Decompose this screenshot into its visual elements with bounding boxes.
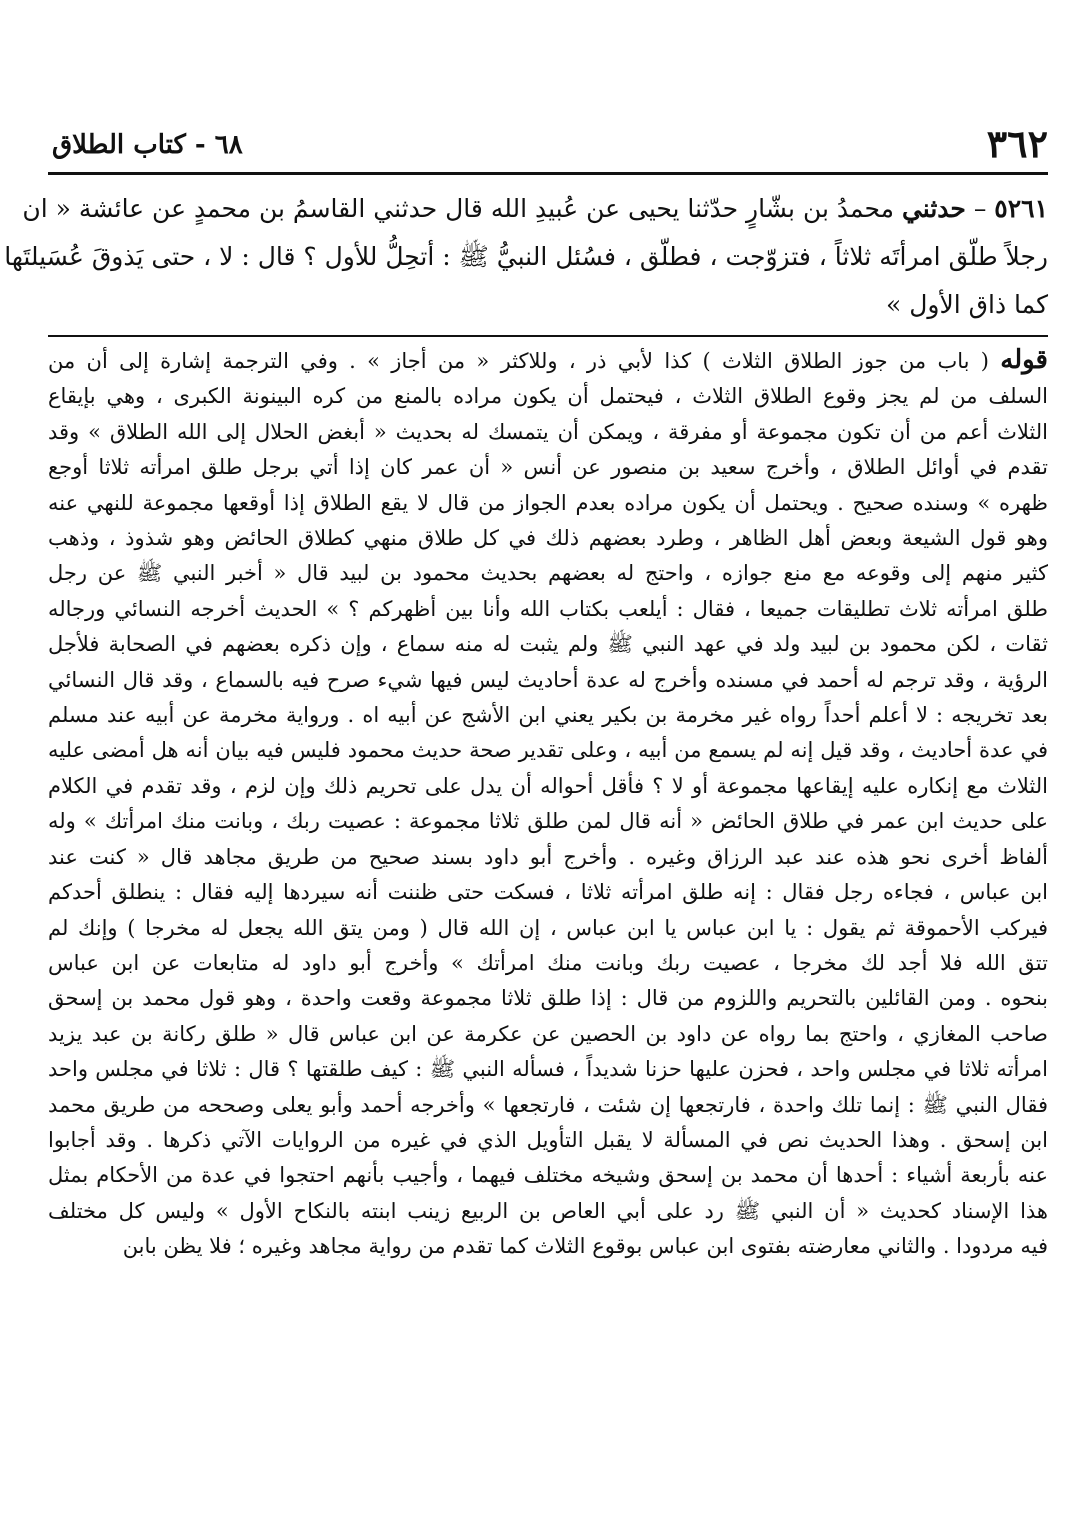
commentary-line: ابن عباس ، فجاءه رجل فقال : إنه طلق امرأته ثلاثا ، فسكت حتى ظننت أنه سيردها إليه فقال : ينطلق أحدكم bbox=[48, 880, 1048, 905]
book-page bbox=[4, 120, 1048, 1520]
commentary-line: وهو قول الشيعة وبعض أهل الظاهر ، وطرد بعضهم ذلك في كل طلاق منهي كطلاق الحائض وهو شذوذ ، وذهب bbox=[48, 526, 1048, 551]
commentary-line: الرؤية ، وقد ترجم له أحمد في مسنده وأخرج له عدة أحاديث ليس فيها شيء صرح فيه بالسماع ، وقد قال النسائي bbox=[48, 667, 1048, 692]
commentary-line: بنحوه . ومن القائلين بالتحريم واللزوم من قال : إذا طلق ثلاثا مجموعة وقعت واحدة ، وهو قول محمد بن إسحق bbox=[48, 986, 1048, 1011]
page-header bbox=[48, 120, 1048, 175]
commentary-line: على حديث ابن عمر في طلاق الحائض « أنه قال لمن طلق ثلاثا مجموعة : عصيت ربك ، وبانت منك امرأتك » وله bbox=[48, 809, 1048, 834]
commentary-line: ظهره » وسنده صحيح . ويحتمل أن يكون مراده بعدم الجواز من قال لا يقع الطلاق إذا أوقعها مجموعة للنهي عنه bbox=[48, 490, 1048, 515]
hadith-line: ٥٢٦١ – حدثني محمدُ بن بشّارٍ حدّثنا يحيى عن عُبيدِ الله قال حدثني القاسمُ بن محمدٍ عن عائشة « ان bbox=[22, 194, 1048, 223]
commentary-line: صاحب المغازي ، واحتج بما رواه عن داود بن الحصين عن عكرمة عن ابن عباس قال « طلق ركانة بن عبد يزيد bbox=[48, 1021, 1048, 1046]
commentary-line: ألفاظ أخرى نحو هذه عند عبد الرزاق وغيره . وأخرج أبو داود بسند صحيح من طريق مجاهد قال « كنت عند bbox=[48, 844, 1048, 869]
commentary-line: فيه مردودا . والثاني معارضته بفتوى ابن عباس بوقوع الثلاث كما تقدم من رواية مجاهد وغيره ؛ فلا يظن بابن bbox=[122, 1234, 1048, 1259]
commentary-line: السلف من لم يجز وقوع الطلاق الثلاث ، فيحتمل أن يكون مراده بالمنع من كره البينونة الكبرى ، وهي بإيقاع bbox=[48, 384, 1048, 409]
commentary-line: فقال النبي ﷺ : إنما تلك واحدة ، فارتجعها إن شئت ، فارتجعها » وأخرجه أحمد وأبو يعلى وصححه من طريق محمد bbox=[48, 1092, 1048, 1117]
commentary-line: تقدم في أوائل الطلاق ، وأخرج سعيد بن منصور عن أنس « أن عمر كان إذا أتي برجل طلق امرأته ثلاثا أوجع bbox=[48, 455, 1048, 480]
commentary-line: تتق الله فلا أجد لك مخرجا ، عصيت ربك وبانت منك امرأتك » وأخرج أبو داود له متابعات عن ابن عباس bbox=[48, 950, 1048, 975]
commentary-line: الثلاث مع إنكاره عليه إيقاعها مجموعة أو لا ؟ فأقل أحواله أن يدل على تحريم ذلك وإن لزم ، وقد تقدم في الكلام bbox=[48, 773, 1048, 798]
commentary-line: بعد تخريجه : لا أعلم أحداً رواه غير مخرمة بن بكير يعني ابن الأشج عن أبيه اه . ورواية مخرمة عن أبيه عند مسلم bbox=[48, 703, 1048, 728]
chapter-title: ٦٨ - كتاب الطلاق bbox=[52, 130, 243, 160]
hadith-line-text: محمدُ بن بشّارٍ حدّثنا يحيى عن عُبيدِ الله قال حدثني القاسمُ بن محمدٍ عن عائشة « ان bbox=[22, 194, 894, 223]
commentary-line-text: ( باب من جوز الطلاق الثلاث ) كذا لأبي ذر ، وللاكثر « من أجاز » . وفي الترجمة إشارة إلى أن من bbox=[48, 349, 989, 373]
hadith-line: رجلاً طلّق امرأتَه ثلاثاً ، فتزوّجت ، فطلّق ، فسُئل النبيُّ ﷺ : أتحِلُّ للأول ؟ قال : لا ، حتى يَذوقَ عُسَيلتَها bbox=[4, 242, 1048, 271]
section-divider bbox=[48, 335, 1048, 337]
commentary-line: هذا الإسناد كحديث « أن النبي ﷺ رد على أبي العاص بن الربيع زينب ابنته بالنكاح الأول » وليس كل مختلف bbox=[48, 1198, 1048, 1223]
hadith-line: كما ذاق الأول » bbox=[885, 290, 1048, 319]
commentary-line: امرأته ثلاثا في مجلس واحد ، فحزن عليها حزنا شديداً ، فسأله النبي ﷺ : كيف طلقتها ؟ قال : ثلاثا في مجلس واحد bbox=[48, 1057, 1048, 1082]
commentary-line bbox=[48, 343, 1048, 379]
hadith-opening: حدثني bbox=[901, 194, 966, 223]
commentary-line: الثلاث أعم من أن تكون مجموعة أو مفرقة ، ويمكن أن يتمسك له بحديث « أبغض الحلال إلى الله الطلاق » وقد bbox=[48, 419, 1048, 444]
commentary-line: فيركب الأحموقة ثم يقول : يا ابن عباس يا ابن عباس ، إن الله قال ( ومن يتق الله يجعل له مخرجا ) وإنك لم bbox=[48, 915, 1048, 940]
hadith-text bbox=[4, 185, 1048, 329]
commentary-line: في عدة أحاديث ، وقد قيل إنه لم يسمع من أبيه ، وعلى تقدير صحة حديث محمود فليس فيه بيان أنه هل أمضى عليه bbox=[48, 738, 1048, 763]
commentary-text bbox=[48, 343, 1048, 1265]
commentary-line: ابن إسحق . وهذا الحديث نص في المسألة لا يقبل التأويل الذي في غيره من الروايات الآتي ذكرها . وقد أجابوا bbox=[48, 1127, 1048, 1152]
commentary-line: عنه بأربعة أشياء : أحدها أن محمد بن إسحق وشيخه مختلف فيهما ، وأجيب بأنهم احتجوا في عدة من الأحكام بمثل bbox=[48, 1163, 1048, 1188]
commentary-line: كثير منهم إلى وقوعه مع منع جوازه ، واحتج له بعضهم بحديث محمود بن لبيد قال « أخبر النبي ﷺ عن رجل bbox=[48, 561, 1048, 586]
hadith-number: ٥٢٦١ bbox=[994, 194, 1048, 223]
page-number: ٣٦٢ bbox=[986, 121, 1048, 166]
commentary-line: ثقات ، لكن محمود بن لبيد ولد في عهد النبي ﷺ ولم يثبت له منه سماع ، وإن ذكره بعضهم في الصحابة فلأجل bbox=[48, 632, 1048, 657]
commentary-heading: قوله bbox=[1000, 345, 1048, 375]
commentary-line: طلق امرأته ثلاث تطليقات جميعا ، فقال : أيلعب بكتاب الله وأنا بين أظهركم ؟ » الحديث أخرجه النسائي ورجاله bbox=[48, 596, 1048, 621]
